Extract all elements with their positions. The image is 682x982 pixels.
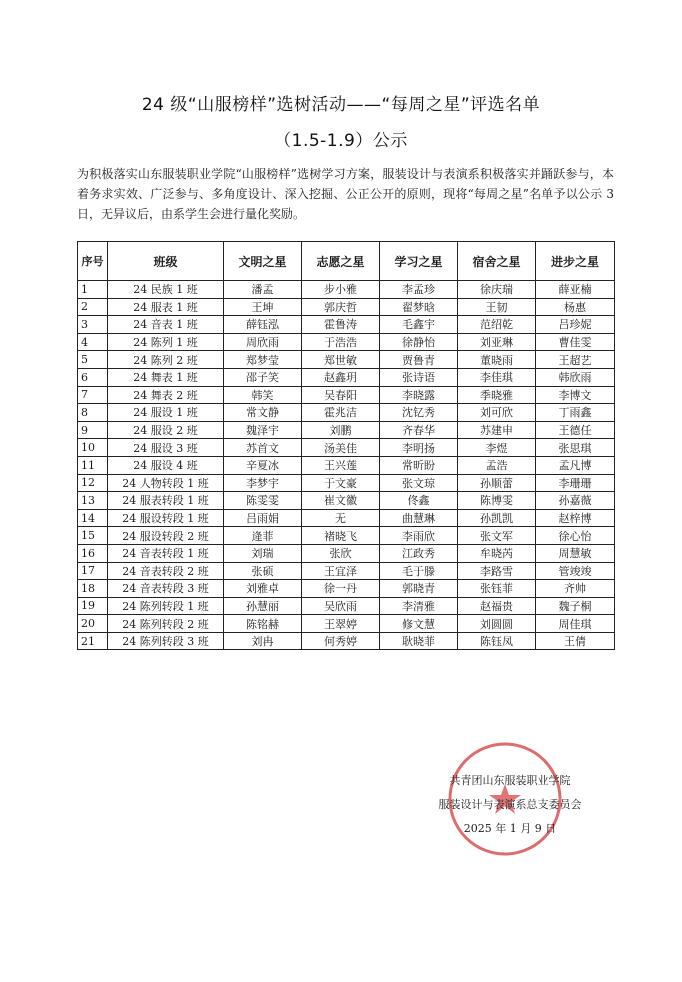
row-seq: 19	[78, 597, 108, 615]
row-dorm-star: 李路雪	[458, 562, 536, 580]
row-civility-star: 陈铭赫	[224, 615, 302, 633]
row-seq: 1	[78, 281, 108, 299]
row-volunteer-star: 于浩浩	[302, 333, 380, 351]
header-study-star: 学习之星	[380, 242, 458, 281]
row-study-star: 毛于滕	[380, 562, 458, 580]
row-volunteer-star: 郑世敏	[302, 351, 380, 369]
row-seq: 10	[78, 439, 108, 457]
row-civility-star: 王坤	[224, 298, 302, 316]
row-class: 24 音表转段 1 班	[108, 544, 224, 562]
row-class: 24 音表转段 2 班	[108, 562, 224, 580]
row-dorm-star: 孟浩	[458, 456, 536, 474]
row-civility-star: 韩笑	[224, 386, 302, 404]
row-progress-star: 杨惠	[536, 298, 615, 316]
row-volunteer-star: 徐一丹	[302, 580, 380, 598]
row-progress-star: 赵梓博	[536, 509, 615, 527]
table-row	[78, 615, 615, 633]
header-class: 班级	[108, 242, 224, 281]
row-volunteer-star: 霍鲁涛	[302, 316, 380, 334]
row-seq: 20	[78, 615, 108, 633]
row-class: 24 服设 4 班	[108, 456, 224, 474]
row-dorm-star: 苏建申	[458, 421, 536, 439]
row-seq: 15	[78, 527, 108, 545]
row-civility-star: 吕雨娟	[224, 509, 302, 527]
row-class: 24 服表转段 1 班	[108, 492, 224, 510]
row-progress-star: 王超艺	[536, 351, 615, 369]
row-progress-star: 孙嘉薇	[536, 492, 615, 510]
row-volunteer-star: 于文豪	[302, 474, 380, 492]
row-volunteer-star: 崔文徽	[302, 492, 380, 510]
row-class: 24 陈列 2 班	[108, 351, 224, 369]
header-civility-star: 文明之星	[224, 242, 302, 281]
row-class: 24 陈列转段 1 班	[108, 597, 224, 615]
row-seq: 9	[78, 421, 108, 439]
row-volunteer-star: 张欣	[302, 544, 380, 562]
table-body	[78, 281, 615, 650]
row-study-star: 常昕盼	[380, 456, 458, 474]
row-seq: 11	[78, 456, 108, 474]
table-row	[78, 281, 615, 299]
row-class: 24 服设 2 班	[108, 421, 224, 439]
table-row	[78, 439, 615, 457]
row-seq: 6	[78, 368, 108, 386]
row-dorm-star: 刘亚琳	[458, 333, 536, 351]
row-progress-star: 吕珍妮	[536, 316, 615, 334]
row-volunteer-star: 何秀婷	[302, 632, 380, 650]
row-seq: 18	[78, 580, 108, 598]
row-study-star: 佟鑫	[380, 492, 458, 510]
row-seq: 17	[78, 562, 108, 580]
row-volunteer-star: 褚晓飞	[302, 527, 380, 545]
row-class: 24 舞表 2 班	[108, 386, 224, 404]
row-progress-star: 周慧敏	[536, 544, 615, 562]
row-seq: 7	[78, 386, 108, 404]
table-row	[78, 368, 615, 386]
stars-table	[77, 241, 615, 650]
row-volunteer-star: 王宜泽	[302, 562, 380, 580]
row-dorm-star: 张文军	[458, 527, 536, 545]
table-row	[78, 544, 615, 562]
row-class: 24 音表 1 班	[108, 316, 224, 334]
table-row	[78, 333, 615, 351]
row-study-star: 李雨欣	[380, 527, 458, 545]
row-volunteer-star: 步小雅	[302, 281, 380, 299]
row-study-star: 张诗语	[380, 368, 458, 386]
table-row	[78, 421, 615, 439]
table-row	[78, 298, 615, 316]
row-study-star: 江政秀	[380, 544, 458, 562]
row-progress-star: 王倩	[536, 632, 615, 650]
header-dorm-star: 宿舍之星	[458, 242, 536, 281]
row-civility-star: 薛钰泓	[224, 316, 302, 334]
row-civility-star: 魏泽宇	[224, 421, 302, 439]
table-row	[78, 316, 615, 334]
row-volunteer-star: 吴欣雨	[302, 597, 380, 615]
row-progress-star: 管竣竣	[536, 562, 615, 580]
signature-org-line1: 共青团山东服装职业学院	[449, 774, 571, 787]
row-progress-star: 李博文	[536, 386, 615, 404]
row-civility-star: 逄菲	[224, 527, 302, 545]
row-progress-star: 李珊珊	[536, 474, 615, 492]
row-dorm-star: 陈钰凤	[458, 632, 536, 650]
table-row	[78, 580, 615, 598]
row-class: 24 服设转段 2 班	[108, 527, 224, 545]
row-progress-star: 丁雨鑫	[536, 404, 615, 422]
row-study-star: 李晓露	[380, 386, 458, 404]
table-row	[78, 632, 615, 650]
row-civility-star: 邵子笑	[224, 368, 302, 386]
row-seq: 14	[78, 509, 108, 527]
row-seq: 4	[78, 333, 108, 351]
row-progress-star: 韩欣雨	[536, 368, 615, 386]
row-dorm-star: 张钰菲	[458, 580, 536, 598]
row-class: 24 舞表 1 班	[108, 368, 224, 386]
row-class: 24 服设 3 班	[108, 439, 224, 457]
row-volunteer-star: 吴春阳	[302, 386, 380, 404]
table-row	[78, 562, 615, 580]
row-class: 24 服设 1 班	[108, 404, 224, 422]
row-dorm-star: 范绍乾	[458, 316, 536, 334]
row-study-star: 徐静怡	[380, 333, 458, 351]
page-subtitle: （1.5-1.9）公示	[274, 131, 408, 151]
row-seq: 13	[78, 492, 108, 510]
row-study-star: 贾鲁青	[380, 351, 458, 369]
row-seq: 16	[78, 544, 108, 562]
row-civility-star: 苏首文	[224, 439, 302, 457]
table-row	[78, 474, 615, 492]
row-class: 24 陈列转段 2 班	[108, 615, 224, 633]
row-dorm-star: 牟晓芮	[458, 544, 536, 562]
row-civility-star: 刘雅卓	[224, 580, 302, 598]
row-civility-star: 周欣雨	[224, 333, 302, 351]
row-dorm-star: 徐庆瑞	[458, 281, 536, 299]
row-volunteer-star: 赵鑫玥	[302, 368, 380, 386]
table-row	[78, 456, 615, 474]
row-progress-star: 魏子桐	[536, 597, 615, 615]
intro-paragraph: 为积极落实山东服装职业学院“山服榜样”选树学习方案，服装设计与表演系积极落实并踊跃参与，本着务求实效、广泛参与、多角度设计、深入挖掘、公正公开的原则，现将“每周之星”名单予以公示 3 日，无异议后，由系学生会进行量化奖励。	[77, 167, 614, 221]
row-civility-star: 郑梦莹	[224, 351, 302, 369]
header-seq-label: 序号	[81, 254, 104, 268]
header-seq	[78, 242, 108, 281]
row-civility-star: 刘冉	[224, 632, 302, 650]
row-civility-star: 陈雯雯	[224, 492, 302, 510]
header-progress-star: 进步之星	[536, 242, 615, 281]
row-volunteer-star: 王兴莲	[302, 456, 380, 474]
row-seq: 21	[78, 632, 108, 650]
row-seq: 5	[78, 351, 108, 369]
row-progress-star: 孟凡博	[536, 456, 615, 474]
row-civility-star: 张硕	[224, 562, 302, 580]
row-volunteer-star: 无	[302, 509, 380, 527]
row-dorm-star: 刘圆圆	[458, 615, 536, 633]
table-row	[78, 404, 615, 422]
row-dorm-star: 季晓雅	[458, 386, 536, 404]
row-volunteer-star: 王翠婷	[302, 615, 380, 633]
table-row	[78, 351, 615, 369]
row-progress-star: 王德任	[536, 421, 615, 439]
row-study-star: 耿晓菲	[380, 632, 458, 650]
row-civility-star: 孙慧丽	[224, 597, 302, 615]
table-row	[78, 509, 615, 527]
row-civility-star: 辛夏冰	[224, 456, 302, 474]
row-dorm-star: 王韧	[458, 298, 536, 316]
row-progress-star: 薛亚楠	[536, 281, 615, 299]
row-study-star: 翟梦晗	[380, 298, 458, 316]
row-dorm-star: 孙凯凯	[458, 509, 536, 527]
row-volunteer-star: 汤美佳	[302, 439, 380, 457]
row-study-star: 毛鑫宇	[380, 316, 458, 334]
table-row	[78, 597, 615, 615]
header-volunteer-star: 志愿之星	[302, 242, 380, 281]
row-civility-star: 潘孟	[224, 281, 302, 299]
row-progress-star: 齐帅	[536, 580, 615, 598]
table-row	[78, 527, 615, 545]
row-civility-star: 刘瑞	[224, 544, 302, 562]
row-seq: 8	[78, 404, 108, 422]
row-volunteer-star: 霍兆洁	[302, 404, 380, 422]
row-dorm-star: 赵福贵	[458, 597, 536, 615]
row-civility-star: 李梦宇	[224, 474, 302, 492]
row-class: 24 服表 1 班	[108, 298, 224, 316]
row-study-star: 李孟珍	[380, 281, 458, 299]
row-dorm-star: 陈博雯	[458, 492, 536, 510]
signature-org-line2: 服装设计与表演系总支委员会	[438, 798, 582, 811]
row-class: 24 民族 1 班	[108, 281, 224, 299]
row-class: 24 服设转段 1 班	[108, 509, 224, 527]
row-study-star: 曲慧琳	[380, 509, 458, 527]
row-study-star: 李明扬	[380, 439, 458, 457]
row-study-star: 张文琼	[380, 474, 458, 492]
row-progress-star: 曹佳雯	[536, 333, 615, 351]
row-class: 24 人物转段 1 班	[108, 474, 224, 492]
row-volunteer-star: 郭庆哲	[302, 298, 380, 316]
row-study-star: 李清雅	[380, 597, 458, 615]
row-seq: 12	[78, 474, 108, 492]
row-class: 24 陈列转段 3 班	[108, 632, 224, 650]
row-dorm-star: 李佳琪	[458, 368, 536, 386]
table-row	[78, 386, 615, 404]
row-progress-star: 徐心怡	[536, 527, 615, 545]
row-class: 24 陈列 1 班	[108, 333, 224, 351]
table-header-row	[78, 242, 615, 281]
row-seq: 2	[78, 298, 108, 316]
row-dorm-star: 刘可欣	[458, 404, 536, 422]
signature-date: 2025 年 1 月 9 日	[463, 822, 557, 835]
row-progress-star: 周佳琪	[536, 615, 615, 633]
table-row	[78, 492, 615, 510]
row-study-star: 郭晓青	[380, 580, 458, 598]
page-title: 24 级“山服榜样”选树活动——“每周之星”评选名单	[141, 95, 541, 115]
row-study-star: 齐春华	[380, 421, 458, 439]
row-civility-star: 常文静	[224, 404, 302, 422]
row-progress-star: 张思琪	[536, 439, 615, 457]
row-volunteer-star: 刘鹏	[302, 421, 380, 439]
row-dorm-star: 孙顺蕾	[458, 474, 536, 492]
row-dorm-star: 李煜	[458, 439, 536, 457]
row-study-star: 沈钇秀	[380, 404, 458, 422]
row-seq: 3	[78, 316, 108, 334]
row-class: 24 音表转段 3 班	[108, 580, 224, 598]
row-study-star: 修文慧	[380, 615, 458, 633]
row-dorm-star: 董晓雨	[458, 351, 536, 369]
